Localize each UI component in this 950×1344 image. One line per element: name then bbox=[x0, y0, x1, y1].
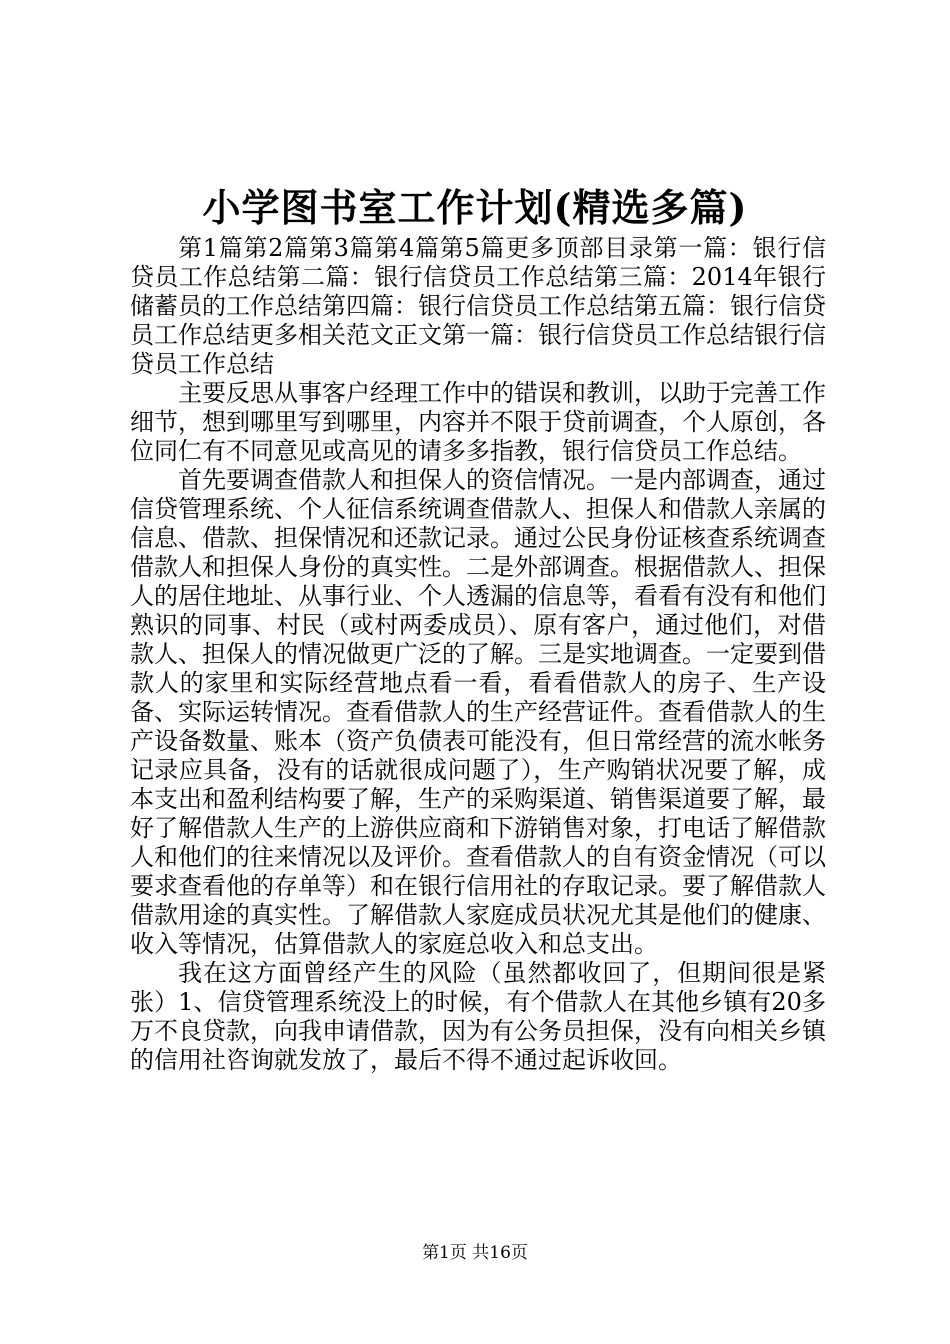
document-title: 小学图书室工作计划(精选多篇) bbox=[202, 185, 748, 230]
paragraph-investigation: 首先要调查借款人和担保人的资信情况。一是内部调查，通过信贷管理系统、个人征信系统调查借款人、担保人和借款人亲属的信息、借款、担保情况和还款记录。通过公民身份证核查系统调查借款人和担保人身份的真实性。二是外部调查。根据借款人、担保人的居住地址、从事行业、个人透漏的信息等，看看有没有和他们熟识的同事、村民（或村两委成员）、原有客户，通过他们，对借款人、担保人的情况做更广泛的了解。三是实地调查。一定要到借款人的家里和实际经营地点看一看，看看借款人的房子、生产设备、实际运转情况。查看借款人的生产经营证件。查看借款人的生产设备数量、账本（资产负债表可能没有，但日常经营的流水帐务记录应具备，没有的话就很成问题了），生产购销状况要了解，成本支出和盈利结构要了解，生产的采购渠道、销售渠道要了解，最好了解借款人生产的上游供应商和下游销售对象，打电话了解借款人和他们的往来情况以及评价。查看借款人的自有资金情况（可以要求查看他的存单等）和在银行信用社的存取记录。要了解借款人借款用途的真实性。了解借款人家庭成员状况尤其是他们的健康、收入等情况，估算借款人的家庭总收入和总支出。 bbox=[130, 466, 826, 958]
page-number-footer: 第1页 共16页 bbox=[422, 1243, 528, 1263]
paragraph-toc: 第1篇第2篇第3篇第4篇第5篇更多顶部目录第一篇：银行信贷员工作总结第二篇：银行信贷员工作总结第三篇：2014年银行储蓄员的工作总结第四篇：银行信贷员工作总结第五篇：银行信贷员工作总结更多相关范文正文第一篇：银行信贷员工作总结银行信贷员工作总结 bbox=[130, 234, 826, 378]
document-body bbox=[130, 234, 826, 1075]
paragraph-risk: 我在这方面曾经产生的风险（虽然都收回了，但期间很是紧张）1、信贷管理系统没上的时候，有个借款人在其他乡镇有20多万不良贷款，向我申请借款，因为有公务员担保，没有向相关乡镇的信用社咨询就发放了，最后不得不通过起诉收回。 bbox=[130, 959, 826, 1074]
paragraph-intro: 主要反思从事客户经理工作中的错误和教训，以助于完善工作细节，想到哪里写到哪里，内容并不限于贷前调查，个人原创，各位同仁有不同意见或高见的请多多指教，银行信贷员工作总结。 bbox=[130, 379, 826, 465]
